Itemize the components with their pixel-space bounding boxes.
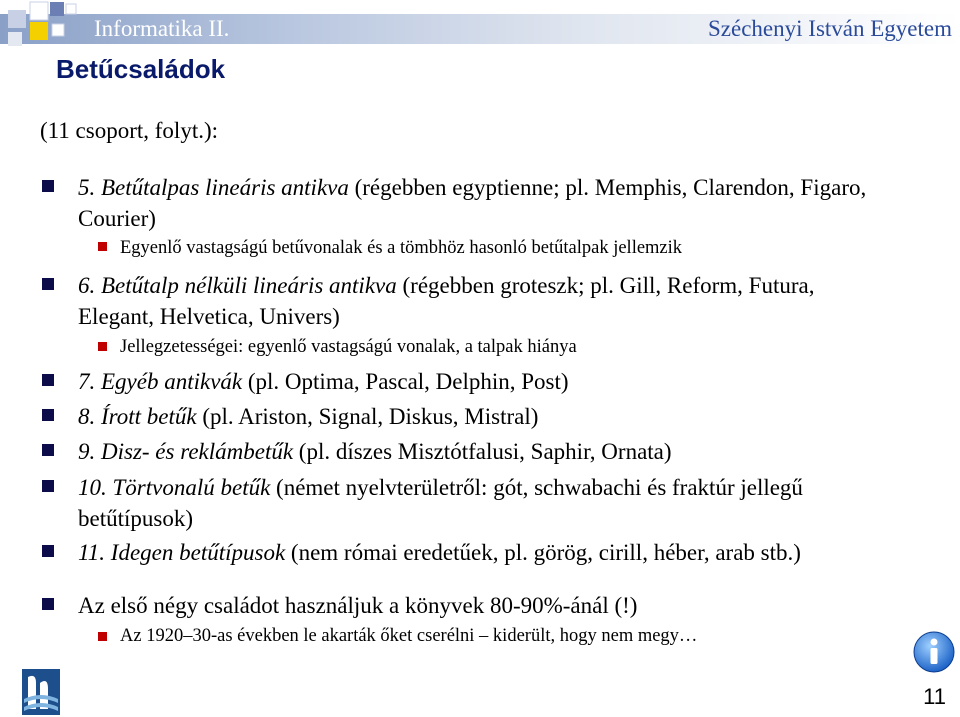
sub-item: Jellegzetességei: egyenlő vastagságú vonalak, a talpak hiánya	[120, 337, 577, 357]
list-item	[78, 537, 801, 568]
item-lead: 8. Írott betűk	[78, 404, 197, 429]
item-rest: (pl. Optima, Pascal, Delphin, Post)	[242, 369, 569, 394]
item-rest: (régebben groteszk; pl. Gill, Reform, Futura,	[396, 273, 815, 298]
sub-bullet-icon	[98, 632, 107, 641]
bullet-icon	[42, 598, 54, 610]
university-logo	[22, 669, 60, 715]
item-lead: 7. Egyéb antikvák	[78, 369, 243, 394]
institution-name: Széchenyi István Egyetem	[708, 16, 952, 41]
intro-text: (11 csoport, folyt.):	[40, 118, 219, 143]
item-rest: (pl. Ariston, Signal, Diskus, Mistral)	[196, 404, 539, 429]
list-item-continuation: Elegant, Helvetica, Univers)	[78, 304, 340, 329]
item-lead: 9. Disz- és reklámbetűk	[78, 439, 294, 464]
bullet-icon	[42, 480, 54, 492]
list-item	[78, 472, 803, 503]
course-title: Informatika II.	[94, 16, 230, 41]
item-rest: (német nyelvterületről: gót, schwabachi és fraktúr jellegű	[270, 475, 803, 500]
closing-sub-item: Az 1920–30-as években le akarták őket cserélni – kiderült, hogy nem megy…	[120, 626, 698, 646]
list-item	[78, 270, 814, 301]
list-item-continuation: Courier)	[78, 206, 156, 231]
list-item	[78, 172, 866, 203]
item-rest: (nem római eredetűek, pl. görög, cirill, héber, arab stb.)	[285, 540, 801, 565]
item-rest: (pl. díszes Misztótfalusi, Saphir, Ornata)	[293, 439, 672, 464]
sub-item: Egyenlő vastagságú betűvonalak és a tömbhöz hasonló betűtalpak jellemzik	[120, 238, 683, 258]
header-squares-decoration	[0, 0, 90, 60]
sub-bullet-icon	[98, 342, 107, 351]
item-rest: (régebben egyptienne; pl. Memphis, Clarendon, Figaro,	[348, 175, 867, 200]
item-lead: 6. Betűtalp nélküli lineáris antikva	[78, 273, 397, 298]
bullet-icon	[42, 278, 54, 290]
bullet-icon	[42, 545, 54, 557]
list-item-continuation: betűtípusok)	[78, 506, 193, 531]
list-item	[78, 436, 672, 467]
bullet-icon	[42, 444, 54, 456]
item-lead: 11. Idegen betűtípusok	[78, 540, 286, 565]
list-item	[78, 366, 569, 397]
item-lead: 10. Törtvonalú betűk	[78, 475, 271, 500]
page-number: 11	[923, 684, 946, 709]
item-lead: 5. Betűtalpas lineáris antikva	[78, 175, 349, 200]
bullet-icon	[42, 409, 54, 421]
bullet-icon	[42, 374, 54, 386]
bullet-icon	[42, 180, 54, 192]
slide-title: Betűcsaládok	[56, 54, 226, 84]
closing-item: Az első négy családot használjuk a könyvek 80-90%-ánál (!)	[78, 593, 638, 618]
info-icon[interactable]	[912, 630, 956, 674]
list-item	[78, 401, 538, 432]
sub-bullet-icon	[98, 242, 107, 251]
